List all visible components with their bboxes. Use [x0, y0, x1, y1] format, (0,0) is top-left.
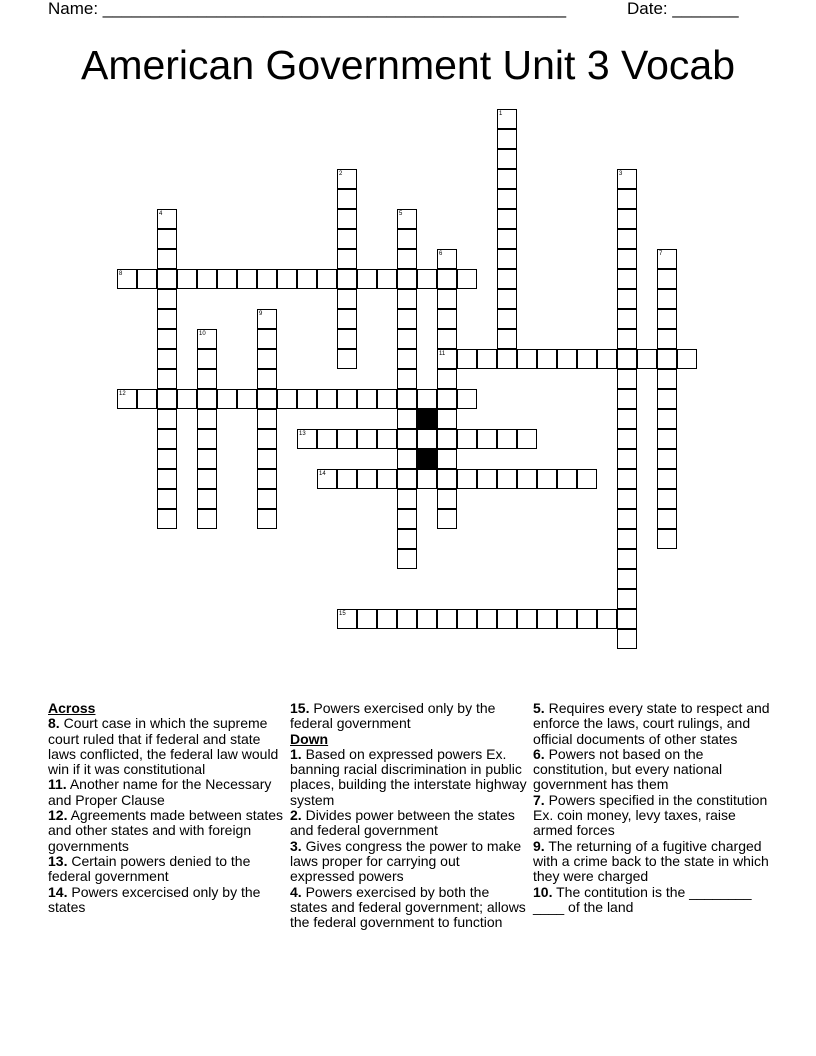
grid-cell[interactable] — [257, 349, 277, 369]
grid-cell[interactable] — [157, 369, 177, 389]
grid-cell[interactable] — [357, 429, 377, 449]
grid-cell[interactable] — [437, 409, 457, 429]
grid-cell[interactable] — [117, 269, 137, 289]
grid-cell[interactable] — [537, 469, 557, 489]
grid-cell[interactable] — [337, 469, 357, 489]
grid-cell[interactable] — [377, 609, 397, 629]
grid-cell[interactable] — [397, 529, 417, 549]
grid-cell[interactable] — [617, 349, 637, 369]
grid-cell[interactable] — [457, 469, 477, 489]
grid-cell[interactable] — [417, 429, 437, 449]
grid-cell[interactable] — [617, 609, 637, 629]
grid-cell[interactable] — [617, 309, 637, 329]
grid-cell[interactable] — [257, 429, 277, 449]
grid-cell[interactable] — [657, 269, 677, 289]
grid-cell[interactable] — [377, 389, 397, 409]
grid-cell[interactable] — [397, 309, 417, 329]
grid-cell[interactable] — [437, 609, 457, 629]
grid-cell[interactable] — [197, 429, 217, 449]
clues-column-2 — [290, 701, 528, 930]
grid-cell[interactable] — [617, 269, 637, 289]
grid-cell[interactable] — [457, 269, 477, 289]
grid-cell[interactable] — [417, 609, 437, 629]
grid-cell[interactable] — [197, 409, 217, 429]
clue-text: Powers specified in the constitution Ex. coin money, levy taxes, raise armed forces — [533, 791, 768, 839]
grid-cell[interactable] — [617, 429, 637, 449]
grid-cell[interactable] — [657, 249, 677, 269]
grid-cell[interactable] — [157, 249, 177, 269]
grid-cell-number: 15 — [339, 611, 346, 617]
clue-text: Gives congress the power to make laws proper for carrying out expressed powers — [290, 837, 522, 885]
grid-cell[interactable] — [397, 469, 417, 489]
across-clue-14 — [48, 885, 286, 916]
grid-cell[interactable] — [337, 349, 357, 369]
grid-cell[interactable] — [317, 429, 337, 449]
grid-cell[interactable] — [397, 549, 417, 569]
grid-cell[interactable] — [497, 129, 517, 149]
grid-cell[interactable] — [257, 389, 277, 409]
clue-text: Certain powers denied to the federal government — [48, 852, 251, 885]
grid-cell[interactable] — [437, 469, 457, 489]
down-clue-6 — [533, 747, 771, 793]
clue-number: 7. — [533, 791, 545, 808]
grid-cell[interactable] — [397, 369, 417, 389]
across-clue-15 — [290, 701, 528, 732]
grid-cell[interactable] — [337, 429, 357, 449]
clue-number: 14. — [48, 883, 68, 900]
grid-cell[interactable] — [497, 269, 517, 289]
grid-cell[interactable] — [457, 389, 477, 409]
grid-cell[interactable] — [377, 269, 397, 289]
grid-cell[interactable] — [297, 389, 317, 409]
grid-cell-number: 9 — [259, 311, 263, 317]
grid-cell[interactable] — [577, 469, 597, 489]
grid-cell[interactable] — [497, 349, 517, 369]
grid-cell[interactable] — [337, 309, 357, 329]
grid-cell[interactable] — [397, 489, 417, 509]
date-field-label[interactable]: Date: _______ — [627, 0, 739, 18]
grid-cell[interactable] — [257, 469, 277, 489]
grid-cell-number: 14 — [319, 471, 326, 477]
down-clue-1 — [290, 747, 528, 808]
grid-cell[interactable] — [197, 449, 217, 469]
grid-cell[interactable] — [597, 349, 617, 369]
grid-cell[interactable] — [397, 349, 417, 369]
grid-cell[interactable] — [197, 269, 217, 289]
grid-cell[interactable] — [497, 209, 517, 229]
clue-number: 4. — [290, 883, 302, 900]
grid-cell[interactable] — [397, 609, 417, 629]
grid-cell[interactable] — [177, 269, 197, 289]
grid-cell[interactable] — [517, 429, 537, 449]
grid-cell[interactable] — [617, 569, 637, 589]
clue-number: 9. — [533, 837, 545, 854]
clue-text: The returning of a fugitive charged with a crime back to the state in which they were charged — [533, 837, 769, 885]
clue-text: Another name for the Necessary and Proper Clause — [48, 776, 272, 808]
grid-cell[interactable] — [477, 609, 497, 629]
grid-cell[interactable] — [617, 369, 637, 389]
clue-number: 10. — [533, 883, 553, 900]
grid-cell[interactable] — [257, 329, 277, 349]
grid-cell[interactable] — [477, 429, 497, 449]
down-clue-7 — [533, 793, 771, 839]
grid-cell[interactable] — [677, 349, 697, 369]
grid-cell[interactable] — [497, 149, 517, 169]
grid-cell-number: 7 — [659, 251, 663, 257]
grid-cell[interactable] — [617, 209, 637, 229]
grid-cell[interactable] — [197, 469, 217, 489]
grid-cell-number: 10 — [199, 331, 206, 337]
grid-cell[interactable] — [197, 489, 217, 509]
grid-cell[interactable] — [497, 329, 517, 349]
grid-cell[interactable] — [617, 249, 637, 269]
grid-cell[interactable] — [497, 609, 517, 629]
grid-cell[interactable] — [397, 229, 417, 249]
clue-text: Requires every state to respect and enforce the laws, court rulings, and official documents of other states — [533, 700, 770, 747]
grid-cell[interactable] — [437, 349, 457, 369]
grid-cell[interactable] — [657, 369, 677, 389]
grid-cell[interactable] — [657, 469, 677, 489]
grid-cell[interactable] — [637, 349, 657, 369]
clue-text: Powers exercised only by the federal government — [290, 700, 496, 732]
grid-cell[interactable] — [457, 349, 477, 369]
grid-cell[interactable] — [397, 389, 417, 409]
grid-cell[interactable] — [357, 469, 377, 489]
down-clue-10 — [533, 885, 771, 916]
grid-cell[interactable] — [157, 429, 177, 449]
grid-cell[interactable] — [617, 189, 637, 209]
grid-cell[interactable] — [397, 269, 417, 289]
grid-cell[interactable] — [497, 429, 517, 449]
grid-cell[interactable] — [497, 309, 517, 329]
grid-cell[interactable] — [257, 369, 277, 389]
grid-cell[interactable] — [437, 429, 457, 449]
grid-cell-number: 3 — [619, 171, 623, 177]
grid-cell[interactable] — [197, 509, 217, 529]
grid-cell[interactable] — [357, 609, 377, 629]
grid-cell[interactable] — [537, 349, 557, 369]
grid-cell[interactable] — [277, 269, 297, 289]
grid-cell[interactable] — [437, 269, 457, 289]
grid-cell[interactable] — [437, 289, 457, 309]
grid-cell[interactable] — [617, 389, 637, 409]
grid-cell[interactable] — [257, 269, 277, 289]
grid-cell[interactable] — [217, 269, 237, 289]
grid-cell[interactable] — [377, 429, 397, 449]
grid-cell[interactable] — [157, 329, 177, 349]
grid-cell-number: 4 — [159, 211, 163, 217]
grid-cell[interactable] — [417, 389, 437, 409]
grid-cell[interactable] — [437, 369, 457, 389]
grid-cell[interactable] — [557, 469, 577, 489]
grid-cell[interactable] — [257, 309, 277, 329]
grid-cell[interactable] — [337, 389, 357, 409]
grid-cell[interactable] — [577, 349, 597, 369]
grid-cell[interactable] — [337, 329, 357, 349]
grid-cell[interactable] — [617, 589, 637, 609]
clue-text: Court case in which the supreme court ruled that if federal and state laws conflicted, the federal law would win if it was constitutional — [48, 715, 279, 778]
clue-number: 5. — [533, 700, 545, 716]
grid-cell[interactable] — [317, 269, 337, 289]
grid-cell[interactable] — [257, 509, 277, 529]
grid-cell[interactable] — [397, 329, 417, 349]
name-field-label[interactable]: Name: _________________________________________________ — [48, 0, 567, 18]
grid-block — [417, 449, 437, 469]
grid-cell-number: 1 — [499, 111, 503, 117]
grid-cell[interactable] — [617, 529, 637, 549]
clue-text: Powers exercised by both the states and federal government; allows the federal government to function — [290, 883, 526, 931]
clue-text: Agreements made between states and other states and with foreign governments — [48, 807, 284, 854]
down-clue-5 — [533, 701, 771, 747]
grid-cell[interactable] — [157, 289, 177, 309]
clue-number: 15. — [290, 700, 310, 716]
grid-cell[interactable] — [237, 269, 257, 289]
across-clue-11 — [48, 777, 286, 808]
across-clue-12 — [48, 808, 286, 854]
clue-text: The contitution is the ________ ____ of the land — [533, 883, 752, 915]
clue-number: 3. — [290, 837, 302, 854]
grid-cell[interactable] — [437, 329, 457, 349]
grid-cell[interactable] — [497, 169, 517, 189]
grid-cell-number: 13 — [299, 431, 306, 437]
clue-number: 13. — [48, 852, 68, 869]
clue-text: Powers not based on the constitution, but every national government has them — [533, 745, 723, 793]
grid-cell[interactable] — [357, 269, 377, 289]
grid-cell[interactable] — [377, 469, 397, 489]
clues-column-3 — [533, 701, 771, 915]
grid-cell[interactable] — [617, 409, 637, 429]
across-heading: Across — [48, 700, 96, 716]
grid-block — [417, 409, 437, 429]
clues-column-1 — [48, 701, 286, 915]
grid-cell[interactable] — [337, 609, 357, 629]
grid-cell[interactable] — [657, 389, 677, 409]
grid-cell[interactable] — [617, 329, 637, 349]
grid-cell[interactable] — [657, 349, 677, 369]
clue-number: 6. — [533, 745, 545, 762]
grid-cell[interactable] — [397, 249, 417, 269]
down-clue-9 — [533, 839, 771, 885]
grid-cell-number: 12 — [119, 391, 126, 397]
grid-cell[interactable] — [257, 409, 277, 429]
grid-cell[interactable] — [337, 189, 357, 209]
page-title: American Government Unit 3 Vocab — [80, 42, 736, 88]
grid-cell[interactable] — [157, 469, 177, 489]
grid-cell[interactable] — [257, 489, 277, 509]
grid-cell[interactable] — [617, 629, 637, 649]
clue-number: 2. — [290, 807, 302, 824]
clue-number: 12. — [48, 807, 68, 824]
grid-cell[interactable] — [657, 289, 677, 309]
grid-cell[interactable] — [497, 189, 517, 209]
grid-cell[interactable] — [337, 249, 357, 269]
grid-cell[interactable] — [497, 289, 517, 309]
grid-cell[interactable] — [297, 429, 317, 449]
grid-cell[interactable] — [497, 249, 517, 269]
grid-cell[interactable] — [537, 609, 557, 629]
grid-cell[interactable] — [657, 329, 677, 349]
grid-cell[interactable] — [117, 389, 137, 409]
grid-cell[interactable] — [437, 449, 457, 469]
grid-cell[interactable] — [197, 349, 217, 369]
down-clue-2 — [290, 808, 528, 839]
grid-cell[interactable] — [617, 469, 637, 489]
grid-cell[interactable] — [617, 509, 637, 529]
grid-cell[interactable] — [657, 489, 677, 509]
grid-cell-number: 8 — [119, 271, 123, 277]
down-clue-4 — [290, 885, 528, 931]
clue-number: 1. — [290, 745, 302, 762]
grid-cell[interactable] — [477, 349, 497, 369]
clue-number: 11. — [48, 776, 67, 793]
grid-cell[interactable] — [137, 269, 157, 289]
grid-cell[interactable] — [317, 469, 337, 489]
grid-cell[interactable] — [557, 349, 577, 369]
grid-cell[interactable] — [137, 389, 157, 409]
grid-cell[interactable] — [497, 109, 517, 129]
grid-cell[interactable] — [197, 369, 217, 389]
grid-cell[interactable] — [317, 389, 337, 409]
grid-cell[interactable] — [497, 229, 517, 249]
grid-cell-number: 5 — [399, 211, 403, 217]
down-heading: Down — [290, 730, 329, 747]
grid-cell[interactable] — [237, 389, 257, 409]
grid-cell-number: 2 — [339, 171, 343, 177]
grid-cell[interactable] — [597, 609, 617, 629]
grid-cell[interactable] — [157, 209, 177, 229]
grid-cell[interactable] — [437, 309, 457, 329]
grid-cell[interactable] — [517, 609, 537, 629]
grid-cell-number: 11 — [439, 351, 446, 357]
grid-cell[interactable] — [397, 429, 417, 449]
across-clue-13 — [48, 854, 286, 885]
grid-cell[interactable] — [477, 469, 497, 489]
grid-cell[interactable] — [517, 469, 537, 489]
grid-cell[interactable] — [157, 309, 177, 329]
grid-cell[interactable] — [617, 549, 637, 569]
grid-cell[interactable] — [657, 429, 677, 449]
grid-cell[interactable] — [397, 289, 417, 309]
grid-cell[interactable] — [417, 269, 437, 289]
grid-cell[interactable] — [437, 489, 457, 509]
grid-cell-number: 6 — [439, 251, 443, 257]
grid-cell[interactable] — [417, 469, 437, 489]
grid-cell[interactable] — [277, 389, 297, 409]
grid-cell[interactable] — [337, 169, 357, 189]
grid-cell[interactable] — [617, 289, 637, 309]
grid-cell[interactable] — [397, 509, 417, 529]
across-clue-8 — [48, 716, 286, 777]
grid-cell[interactable] — [397, 209, 417, 229]
grid-cell[interactable] — [337, 229, 357, 249]
grid-cell[interactable] — [657, 409, 677, 429]
grid-cell[interactable] — [397, 449, 417, 469]
grid-cell[interactable] — [157, 409, 177, 429]
clue-number: 8. — [48, 715, 60, 732]
grid-cell[interactable] — [297, 269, 317, 289]
grid-cell[interactable] — [157, 229, 177, 249]
grid-cell[interactable] — [157, 389, 177, 409]
grid-cell[interactable] — [357, 389, 377, 409]
grid-cell[interactable] — [157, 489, 177, 509]
grid-cell[interactable] — [157, 509, 177, 529]
grid-cell[interactable] — [617, 449, 637, 469]
grid-cell[interactable] — [437, 509, 457, 529]
grid-cell[interactable] — [617, 229, 637, 249]
down-clue-3 — [290, 839, 528, 885]
grid-cell[interactable] — [657, 529, 677, 549]
grid-cell[interactable] — [197, 389, 217, 409]
grid-cell[interactable] — [617, 489, 637, 509]
grid-cell[interactable] — [337, 269, 357, 289]
grid-cell[interactable] — [157, 349, 177, 369]
grid-cell[interactable] — [197, 329, 217, 349]
grid-cell[interactable] — [217, 389, 237, 409]
grid-cell[interactable] — [657, 509, 677, 529]
clue-text: Based on expressed powers Ex. banning racial discrimination in public places, building the interstate highway system — [290, 745, 527, 808]
grid-cell[interactable] — [397, 409, 417, 429]
grid-cell[interactable] — [457, 609, 477, 629]
grid-cell[interactable] — [457, 429, 477, 449]
grid-cell[interactable] — [437, 249, 457, 269]
grid-cell[interactable] — [497, 469, 517, 489]
grid-cell[interactable] — [437, 389, 457, 409]
grid-cell[interactable] — [617, 169, 637, 189]
grid-cell[interactable] — [337, 209, 357, 229]
grid-cell[interactable] — [577, 609, 597, 629]
grid-cell[interactable] — [157, 269, 177, 289]
grid-cell[interactable] — [517, 349, 537, 369]
grid-cell[interactable] — [657, 449, 677, 469]
grid-cell[interactable] — [337, 289, 357, 309]
grid-cell[interactable] — [257, 449, 277, 469]
clue-text: Divides power between the states and federal government — [290, 807, 515, 839]
grid-cell[interactable] — [177, 389, 197, 409]
clue-text: Powers excercised only by the states — [48, 883, 261, 915]
grid-cell[interactable] — [157, 449, 177, 469]
grid-cell[interactable] — [657, 309, 677, 329]
grid-cell[interactable] — [557, 609, 577, 629]
